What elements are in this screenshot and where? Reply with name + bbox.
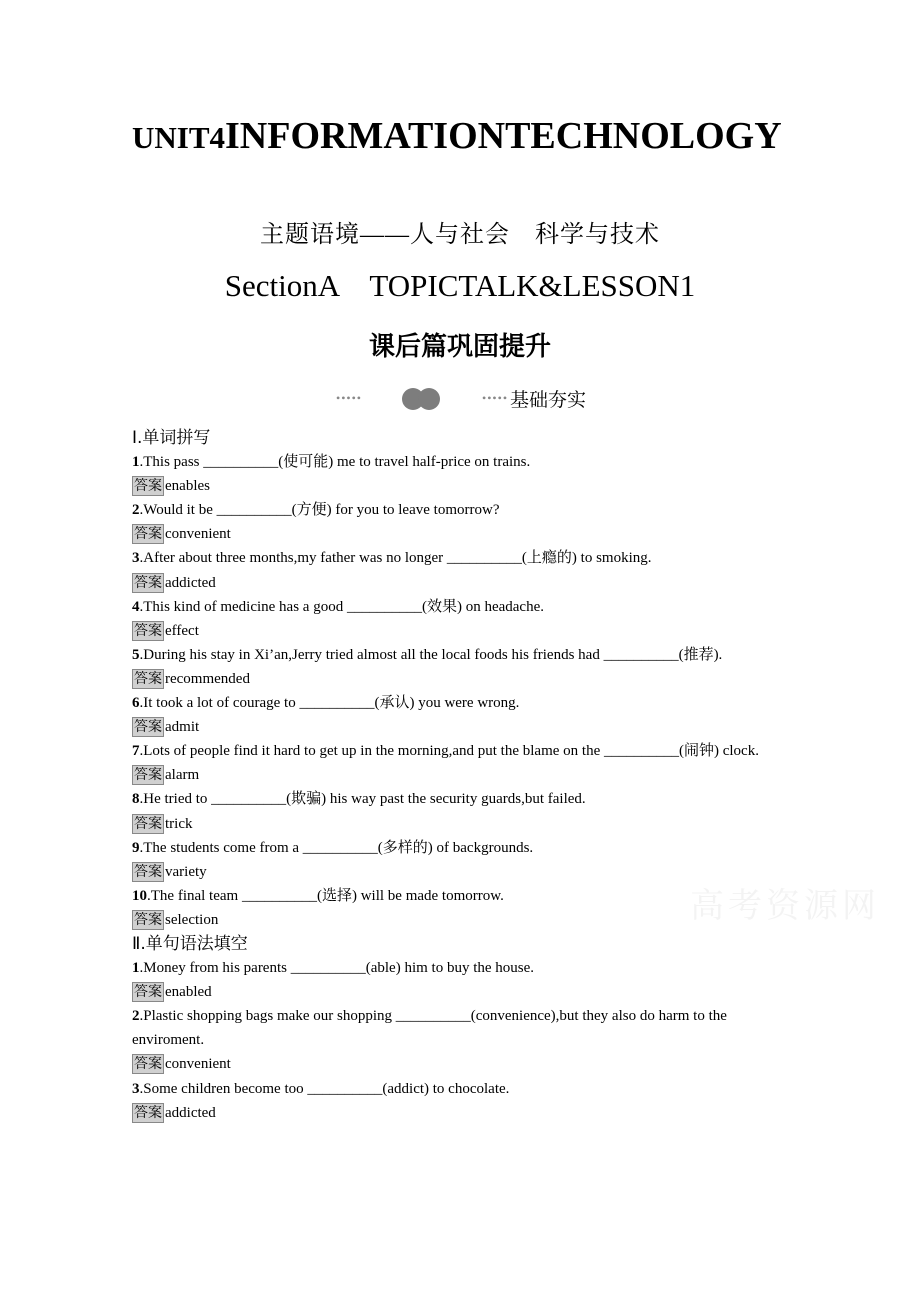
watermark: 高考资源网 (690, 886, 880, 926)
answer-text: enabled (165, 984, 212, 1001)
answer-row (132, 812, 782, 836)
question-number: 9 (132, 839, 140, 856)
question-number: 5 (132, 646, 140, 663)
question (132, 498, 782, 522)
basic-banner (336, 385, 586, 412)
question (132, 595, 782, 619)
question-number: 3 (132, 550, 140, 567)
dots-decoration: ••••• (482, 391, 509, 405)
question-text: .Lots of people find it hard to get up in the morning,and put the blame on the __________(闹钟) clock. (139, 743, 759, 760)
after-class-heading: 课后篇巩固提升 (368, 332, 551, 362)
answer-badge: 答案 (134, 815, 162, 832)
question-text: .Money from his parents __________(able) him to buy the house. (139, 960, 535, 977)
answer-badge: 答案 (134, 478, 162, 495)
dots-decoration: ••••• (336, 391, 363, 405)
section-title: SectionA TOPICTALK&LESSON1 (224, 268, 696, 303)
answer-badge: 答案 (134, 863, 162, 880)
question-text: .Plastic shopping bags make our shopping __________(convenience),but they also do harm to the enviroment. (132, 1008, 727, 1049)
unit-name: INFORMATIONTECHNOLOGY (225, 115, 782, 157)
circles-icon (402, 388, 440, 410)
question (132, 739, 782, 763)
answer-badge: 答案 (134, 574, 162, 591)
question-number: 8 (132, 791, 140, 808)
question-number: 1 (132, 960, 140, 977)
answer-row (132, 980, 782, 1004)
answer-row (132, 571, 782, 595)
question-number: 1 (132, 454, 140, 471)
answer-row (132, 763, 782, 787)
exercise-content (132, 426, 782, 1125)
question-text: .He tried to __________(欺骗) his way past the security guards,but failed. (139, 791, 586, 808)
answer-row (132, 1101, 782, 1125)
answer-text: addicted (165, 1104, 216, 1121)
answer-badge: 答案 (134, 622, 162, 639)
question (132, 956, 782, 980)
answer-badge: 答案 (134, 767, 162, 784)
question-text: .This kind of medicine has a good __________(效果) on headache. (139, 598, 544, 615)
answer-badge: 答案 (134, 984, 162, 1001)
answer-badge: 答案 (134, 1056, 162, 1073)
question (132, 787, 782, 811)
answer-row (132, 619, 782, 643)
answer-badge: 答案 (134, 911, 162, 928)
answer-row (132, 667, 782, 691)
answer-row (132, 1052, 782, 1076)
basic-label: 基础夯实 (510, 389, 587, 411)
answer-text: convenient (165, 1056, 231, 1073)
answer-text: enables (165, 478, 210, 495)
question-text: .The students come from a __________(多样的) of backgrounds. (139, 839, 534, 856)
answer-row (132, 522, 782, 546)
question-text: .Would it be __________(方便) for you to leave tomorrow? (139, 502, 500, 519)
answer-row (132, 908, 782, 932)
answer-badge: 答案 (134, 670, 162, 687)
unit-number: UNIT4 (132, 120, 226, 155)
answer-text: selection (165, 911, 219, 928)
question-number: 7 (132, 743, 140, 760)
question-text: .This pass __________(使可能) me to travel half-price on trains. (139, 454, 531, 471)
answer-text: trick (165, 815, 193, 832)
answer-badge: 答案 (134, 1104, 162, 1121)
answer-badge: 答案 (134, 526, 162, 543)
question-number: 2 (132, 502, 140, 519)
part-heading: Ⅱ.单句语法填空 (132, 933, 248, 954)
question-number: 3 (132, 1080, 140, 1097)
theme-context: 主题语境——人与社会 科学与技术 (260, 222, 660, 248)
answer-row (132, 715, 782, 739)
answer-text: addicted (165, 574, 216, 591)
question-text: .Some children become too __________(addict) to chocolate. (139, 1080, 510, 1097)
question (132, 1077, 782, 1101)
answer-text: effect (165, 622, 199, 639)
question (132, 450, 782, 474)
unit-title (132, 112, 782, 162)
question-text: .The final team __________(选择) will be made tomorrow. (147, 887, 504, 904)
answer-text: recommended (165, 670, 250, 687)
question (132, 546, 782, 570)
answer-text: admit (165, 719, 200, 736)
answer-row (132, 474, 782, 498)
answer-text: variety (165, 863, 207, 880)
question (132, 836, 782, 860)
question-text: .During his stay in Xi’an,Jerry tried almost all the local foods his friends had __________(推荐). (139, 646, 723, 663)
question-number: 4 (132, 598, 140, 615)
question-text: .It took a lot of courage to __________(承认) you were wrong. (139, 695, 520, 712)
question-number: 2 (132, 1008, 140, 1025)
question-text: .After about three months,my father was no longer __________(上瘾的) to smoking. (139, 550, 652, 567)
question-number: 10 (132, 887, 147, 904)
question-number: 6 (132, 695, 140, 712)
question (132, 691, 782, 715)
question (132, 643, 782, 667)
answer-text: convenient (165, 526, 231, 543)
answer-text: alarm (165, 767, 200, 784)
part-heading: Ⅰ.单词拼写 (132, 428, 211, 448)
question (132, 1004, 782, 1052)
question (132, 884, 782, 908)
answer-badge: 答案 (134, 719, 162, 736)
answer-row (132, 860, 782, 884)
